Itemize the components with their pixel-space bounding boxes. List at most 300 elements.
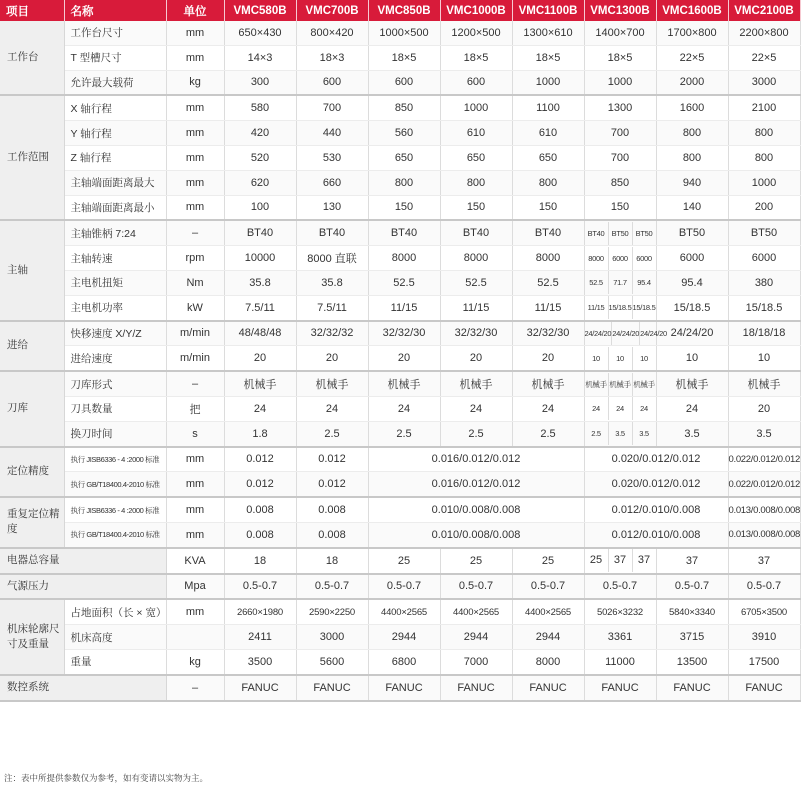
spec-unit: mm: [166, 522, 224, 547]
spec-value: 机械手: [585, 373, 609, 396]
table-row: [0, 421, 800, 446]
spec-value: 14×3: [224, 45, 296, 70]
spec-value: 0.010/0.008/0.008: [368, 522, 584, 547]
spec-unit: mm: [166, 121, 224, 146]
table-row: [0, 497, 800, 522]
spec-unit: mm: [166, 145, 224, 170]
spec-value: 25: [585, 549, 609, 572]
spec-unit: rpm: [166, 246, 224, 271]
spec-value: 940: [656, 170, 728, 195]
spec-split: [584, 295, 656, 320]
header-model: VMC850B: [368, 0, 440, 21]
spec-value: 620: [224, 170, 296, 195]
spec-value: 2.5: [585, 422, 609, 445]
spec-value: 32/32/30: [440, 321, 512, 346]
spec-value: 机械手: [512, 371, 584, 396]
spec-unit: 把: [166, 396, 224, 421]
spec-value: 3.5: [656, 421, 728, 446]
spec-value: 17500: [728, 649, 800, 674]
spec-unit: mm: [166, 95, 224, 120]
spec-value: 100: [224, 195, 296, 220]
spec-value: 3000: [728, 70, 800, 95]
spec-value: 37: [637, 554, 651, 567]
spec-unit: –: [166, 220, 224, 245]
spec-value: 700: [584, 121, 656, 146]
group-label: 机床轮廓尺寸及重量: [0, 599, 64, 674]
spec-value: 18×5: [440, 45, 512, 70]
table-row: [0, 675, 800, 701]
spec-unit: mm: [166, 497, 224, 522]
spec-value: 0.5-0.7: [728, 574, 800, 600]
spec-unit: m/min: [166, 346, 224, 371]
spec-value: BT40: [585, 222, 609, 245]
spec-value: 6705×3500: [728, 599, 800, 624]
spec-value: 600: [296, 70, 368, 95]
spec-value: 24: [585, 397, 609, 420]
spec-value: 650: [512, 145, 584, 170]
spec-value: 35.8: [296, 270, 368, 295]
spec-value: 1300×610: [512, 21, 584, 45]
spec-split: [584, 346, 656, 371]
spec-value: 71.7: [609, 271, 633, 294]
spec-value: 20: [224, 346, 296, 371]
spec-value: BT40: [512, 220, 584, 245]
table-row: [0, 599, 800, 624]
spec-name: 进给速度: [64, 346, 166, 371]
table-row: [0, 195, 800, 220]
spec-unit: kg: [166, 649, 224, 674]
spec-value: 8000: [368, 246, 440, 271]
spec-value: 700: [296, 95, 368, 120]
spec-value: 3000: [296, 625, 368, 650]
spec-value: 机械手: [609, 373, 633, 396]
table-row: [0, 21, 800, 45]
spec-name: Y 轴行程: [64, 121, 166, 146]
spec-value: 24: [440, 396, 512, 421]
table-row: [0, 625, 800, 650]
spec-value: 0.012: [296, 447, 368, 472]
spec-value: 0.5-0.7: [512, 574, 584, 600]
spec-value: 32/32/32: [296, 321, 368, 346]
spec-value: 18/18/18: [728, 321, 800, 346]
spec-value: 0.012/0.010/0.008: [584, 497, 728, 522]
spec-value: 11000: [584, 649, 656, 674]
spec-value: 600: [440, 70, 512, 95]
spec-name: 刀库形式: [64, 371, 166, 396]
spec-value: 380: [728, 270, 800, 295]
spec-value: 2100: [728, 95, 800, 120]
spec-value: 5026×3232: [584, 599, 656, 624]
spec-value: 15/18.5: [632, 303, 656, 313]
spec-value: 800: [440, 170, 512, 195]
spec-value: 18×5: [512, 45, 584, 70]
table-row: [0, 396, 800, 421]
header-model: VMC580B: [224, 0, 296, 21]
spec-value: 650: [368, 145, 440, 170]
spec-unit: mm: [166, 447, 224, 472]
spec-value: 1100: [512, 95, 584, 120]
spec-value: 660: [296, 170, 368, 195]
spec-value: 24: [512, 396, 584, 421]
spec-value: 3500: [224, 649, 296, 674]
spec-value: 800: [656, 121, 728, 146]
spec-unit: Nm: [166, 270, 224, 295]
spec-value: 0.013/0.008/0.008: [728, 522, 800, 547]
spec-value: 0.5-0.7: [440, 574, 512, 600]
table-row: [0, 295, 800, 320]
spec-split: [584, 396, 656, 421]
table-row: [0, 45, 800, 70]
footnote: 注：表中所提供参数仅为参考，如有变请以实物为主。: [4, 773, 209, 783]
spec-value: 2200×800: [728, 21, 800, 45]
spec-value: 6000: [636, 253, 652, 263]
spec-value: 560: [368, 121, 440, 146]
spec-value: 0.020/0.012/0.012: [584, 447, 728, 472]
spec-value: 15/18.5: [656, 295, 728, 320]
spec-value: 7.5/11: [224, 295, 296, 320]
spec-split: [584, 220, 656, 245]
spec-unit: m/min: [166, 321, 224, 346]
spec-value: 15/18.5: [728, 295, 800, 320]
table-row: [0, 472, 800, 497]
table-row: [0, 321, 800, 346]
spec-value: 4400×2565: [368, 599, 440, 624]
spec-value: 10: [640, 353, 648, 363]
spec-name: 换刀时间: [64, 421, 166, 446]
spec-value: 0.013/0.008/0.008: [728, 497, 800, 522]
spec-name: 占地面积（长 × 宽）: [64, 599, 166, 624]
spec-value: 0.5-0.7: [368, 574, 440, 600]
table-row: [0, 522, 800, 547]
table-row: [0, 548, 800, 574]
spec-value: 520: [224, 145, 296, 170]
spec-unit: mm: [166, 599, 224, 624]
spec-name: 主轴端面距离最小: [64, 195, 166, 220]
spec-value: 8000: [512, 246, 584, 271]
spec-value: 0.012: [224, 447, 296, 472]
header-item: 项目: [0, 0, 64, 21]
spec-split: [584, 548, 656, 574]
spec-value: BT50: [656, 220, 728, 245]
spec-value: 机械手: [296, 371, 368, 396]
table-row: [0, 649, 800, 674]
spec-value: 95.4: [656, 270, 728, 295]
spec-value: 机械手: [656, 371, 728, 396]
spec-value: 3910: [728, 625, 800, 650]
spec-unit: Mpa: [166, 574, 224, 600]
group-label: 刀库: [0, 371, 64, 446]
spec-value: 6000: [609, 247, 633, 270]
spec-value: 4400×2565: [512, 599, 584, 624]
spec-value: 10: [656, 346, 728, 371]
spec-value: 2944: [368, 625, 440, 650]
spec-value: 2.5: [512, 421, 584, 446]
spec-value: 2590×2250: [296, 599, 368, 624]
group-label: 工作台: [0, 21, 64, 95]
group-label: 工作范围: [0, 95, 64, 220]
spec-value: 610: [440, 121, 512, 146]
spec-value: 8000: [512, 649, 584, 674]
spec-unit: s: [166, 421, 224, 446]
table-row: [0, 246, 800, 271]
spec-name: 执行 GB/T18400.4-2010 标准: [64, 522, 166, 547]
spec-value: 6000: [728, 246, 800, 271]
spec-value: 18×5: [368, 45, 440, 70]
spec-value: 3.5: [639, 429, 649, 439]
spec-value: FANUC: [368, 675, 440, 701]
spec-value: 24: [368, 396, 440, 421]
spec-value: 25: [512, 548, 584, 574]
spec-value: 1000: [440, 95, 512, 120]
spec-name: 刀具数量: [64, 396, 166, 421]
spec-value: 22×5: [728, 45, 800, 70]
table-row: [0, 121, 800, 146]
table-row: [0, 170, 800, 195]
spec-name: 快移速度 X/Y/Z: [64, 321, 166, 346]
spec-value: 0.008: [224, 522, 296, 547]
spec-value: 650: [440, 145, 512, 170]
spec-value: 800: [368, 170, 440, 195]
spec-value: 2411: [224, 625, 296, 650]
group-label: 重复定位精度: [0, 497, 64, 548]
spec-value: 1.8: [224, 421, 296, 446]
spec-value: 22×5: [656, 45, 728, 70]
spec-unit: –: [166, 371, 224, 396]
spec-value: 11/15: [585, 296, 609, 319]
spec-value: 850: [584, 170, 656, 195]
spec-value: 140: [656, 195, 728, 220]
spec-value: 0.008: [296, 522, 368, 547]
spec-value: FANUC: [512, 675, 584, 701]
spec-name: 主轴转速: [64, 246, 166, 271]
spec-value: 24: [224, 396, 296, 421]
spec-value: 3.5: [728, 421, 800, 446]
spec-value: BT50: [609, 222, 633, 245]
spec-value: 37: [609, 549, 633, 572]
header-model: VMC700B: [296, 0, 368, 21]
spec-value: 0.5-0.7: [224, 574, 296, 600]
spec-name: 执行 JISB6336 - 4 :2000 标准: [64, 447, 166, 472]
table-row: [0, 447, 800, 472]
spec-value: BT40: [440, 220, 512, 245]
spec-value: 25: [368, 548, 440, 574]
spec-name: 主轴端面距离最大: [64, 170, 166, 195]
spec-value: 35.8: [224, 270, 296, 295]
spec-name: 机床高度: [64, 625, 166, 650]
spec-value: 800: [728, 121, 800, 146]
spec-value: 1000: [728, 170, 800, 195]
spec-value: 24/24/20: [612, 322, 640, 345]
spec-value: 52.5: [512, 270, 584, 295]
header-model: VMC1600B: [656, 0, 728, 21]
spec-value: BT50: [635, 228, 653, 238]
spec-value: 18×3: [296, 45, 368, 70]
table-row: [0, 70, 800, 95]
spec-value: 0.020/0.012/0.012: [584, 472, 728, 497]
spec-value: 850: [368, 95, 440, 120]
spec-value: 130: [296, 195, 368, 220]
spec-value: 3715: [656, 625, 728, 650]
spec-value: 24: [296, 396, 368, 421]
spec-value: 5840×3340: [656, 599, 728, 624]
spec-value: 52.5: [585, 271, 609, 294]
spec-value: FANUC: [728, 675, 800, 701]
spec-value: 2.5: [296, 421, 368, 446]
spec-value: 24/24/20: [640, 328, 667, 338]
spec-value: 8000 直联: [296, 246, 368, 271]
spec-value: BT40: [224, 220, 296, 245]
spec-value: 20: [728, 396, 800, 421]
spec-value: 15/18.5: [609, 296, 633, 319]
spec-name: 允许最大载荷: [64, 70, 166, 95]
spec-value: 1000×500: [368, 21, 440, 45]
spec-value: 800: [656, 145, 728, 170]
spec-value: 10: [728, 346, 800, 371]
spec-unit: kg: [166, 70, 224, 95]
spec-value: 机械手: [633, 379, 655, 389]
table-row: [0, 371, 800, 396]
spec-value: 200: [728, 195, 800, 220]
table-row: [0, 346, 800, 371]
spec-value: 52.5: [368, 270, 440, 295]
header-row: [0, 0, 800, 21]
spec-value: 13500: [656, 649, 728, 674]
spec-value: 3361: [584, 625, 656, 650]
spec-value: 0.016/0.012/0.012: [368, 447, 584, 472]
spec-unit: mm: [166, 170, 224, 195]
spec-value: 6800: [368, 649, 440, 674]
spec-value: 10000: [224, 246, 296, 271]
spec-value: 7000: [440, 649, 512, 674]
spec-value: 610: [512, 121, 584, 146]
spec-value: 20: [440, 346, 512, 371]
spec-value: 0.010/0.008/0.008: [368, 497, 584, 522]
spec-name: Z 轴行程: [64, 145, 166, 170]
spec-value: 1000: [584, 70, 656, 95]
spec-name: 工作台尺寸: [64, 21, 166, 45]
spec-value: 52.5: [440, 270, 512, 295]
spec-value: 300: [224, 70, 296, 95]
header-model: VMC1300B: [584, 0, 656, 21]
spec-value: 0.012: [224, 472, 296, 497]
spec-value: 32/32/30: [368, 321, 440, 346]
spec-value: 机械手: [440, 371, 512, 396]
spec-value: 150: [440, 195, 512, 220]
spec-value: 1700×800: [656, 21, 728, 45]
spec-value: 20: [512, 346, 584, 371]
spec-value: 24/24/20: [585, 322, 613, 345]
spec-value: 11/15: [440, 295, 512, 320]
spec-value: FANUC: [296, 675, 368, 701]
spec-value: BT40: [368, 220, 440, 245]
header-model: VMC1100B: [512, 0, 584, 21]
table-row: [0, 220, 800, 245]
spec-value: 530: [296, 145, 368, 170]
spec-unit: kW: [166, 295, 224, 320]
spec-value: 150: [584, 195, 656, 220]
spec-name: 主电机功率: [64, 295, 166, 320]
spec-split: [584, 270, 656, 295]
group-label: 进给: [0, 321, 64, 372]
spec-name: T 型槽尺寸: [64, 45, 166, 70]
spec-unit: mm: [166, 45, 224, 70]
spec-value: 150: [512, 195, 584, 220]
group-label: 电器总容量: [0, 548, 166, 574]
spec-value: 0.5-0.7: [584, 574, 656, 600]
spec-value: 0.012/0.010/0.008: [584, 522, 728, 547]
header-model: VMC2100B: [728, 0, 800, 21]
spec-value: 10: [609, 347, 633, 370]
spec-value: 20: [296, 346, 368, 371]
spec-value: 0.008: [224, 497, 296, 522]
spec-value: FANUC: [440, 675, 512, 701]
spec-name: X 轴行程: [64, 95, 166, 120]
spec-value: 1400×700: [584, 21, 656, 45]
spec-value: 24: [609, 397, 633, 420]
spec-value: 800: [728, 145, 800, 170]
spec-value: 580: [224, 95, 296, 120]
spec-value: 650×430: [224, 21, 296, 45]
spec-value: 25: [440, 548, 512, 574]
spec-unit: [166, 625, 224, 650]
spec-value: 2000: [656, 70, 728, 95]
spec-value: 1200×500: [440, 21, 512, 45]
spec-value: 1000: [512, 70, 584, 95]
spec-name: 执行 GB/T18400.4-2010 标准: [64, 472, 166, 497]
spec-value: FANUC: [584, 675, 656, 701]
header-model: VMC1000B: [440, 0, 512, 21]
spec-value: 机械手: [368, 371, 440, 396]
spec-value: 1300: [584, 95, 656, 120]
spec-name: 主轴锥柄 7:24: [64, 220, 166, 245]
spec-value: 24/24/20: [656, 321, 728, 346]
spec-value: 37: [656, 548, 728, 574]
spec-name: 重量: [64, 649, 166, 674]
spec-value: 2944: [512, 625, 584, 650]
spec-unit: mm: [166, 472, 224, 497]
spec-value: 700: [584, 145, 656, 170]
spec-value: 18: [296, 548, 368, 574]
spec-value: 420: [224, 121, 296, 146]
spec-value: 8000: [440, 246, 512, 271]
spec-value: 2.5: [368, 421, 440, 446]
spec-unit: mm: [166, 195, 224, 220]
spec-value: 0.022/0.012/0.012: [728, 472, 800, 497]
spec-name: 主电机扭矩: [64, 270, 166, 295]
spec-value: 0.008: [296, 497, 368, 522]
spec-name: 执行 JISB6336 - 4 :2000 标准: [64, 497, 166, 522]
spec-value: 95.4: [637, 278, 651, 288]
spec-value: 2660×1980: [224, 599, 296, 624]
header-unit: 单位: [166, 0, 224, 21]
spec-split: [584, 321, 667, 346]
group-label: 定位精度: [0, 447, 64, 498]
spec-value: 机械手: [728, 371, 800, 396]
spec-value: 11/15: [512, 295, 584, 320]
table-row: [0, 270, 800, 295]
spec-value: 7.5/11: [296, 295, 368, 320]
spec-value: 440: [296, 121, 368, 146]
spec-value: 0.012: [296, 472, 368, 497]
table-row: [0, 145, 800, 170]
group-label: 气源压力: [0, 574, 166, 600]
spec-value: 2.5: [440, 421, 512, 446]
spec-value: 1600: [656, 95, 728, 120]
spec-value: 24: [640, 404, 648, 414]
spec-value: FANUC: [656, 675, 728, 701]
spec-value: 5600: [296, 649, 368, 674]
header-name: 名称: [64, 0, 166, 21]
